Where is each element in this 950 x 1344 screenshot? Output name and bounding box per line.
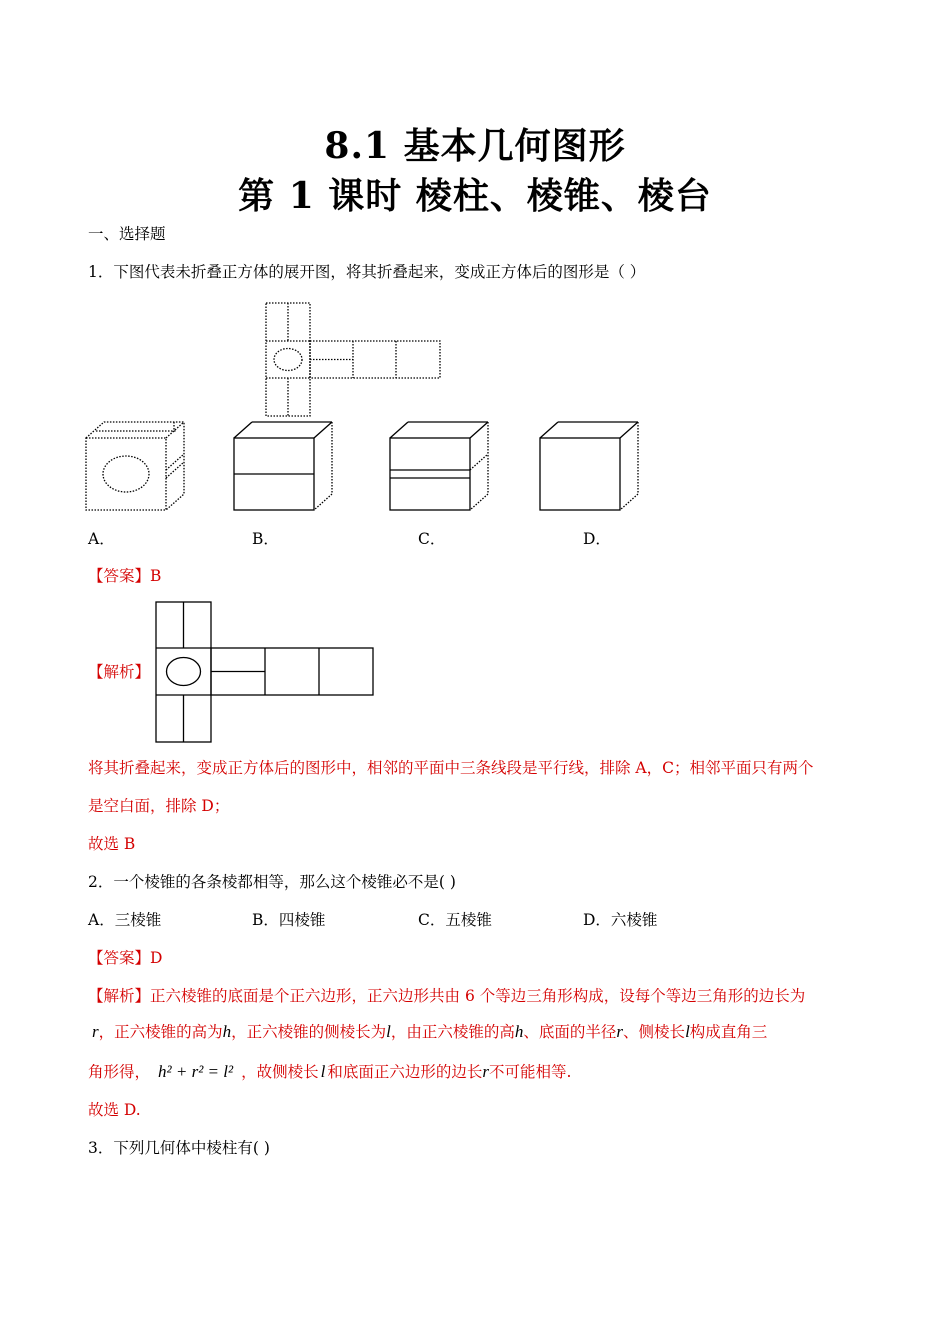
q3-stem: 3．下列几何体中棱柱有( ) — [88, 1139, 270, 1157]
q2-l2-text-2: ，正六棱锥的侧棱长为 — [231, 1023, 387, 1041]
q2-var-l-3: l — [320, 1062, 326, 1081]
q1-option-a: A． — [88, 530, 115, 548]
q2-l3-text-1: 角形得， — [88, 1063, 151, 1081]
q1-option-d: D． — [583, 530, 611, 548]
q1-option-a-figure — [84, 420, 188, 512]
q2-conclusion: 故选 D. — [88, 1101, 141, 1119]
q1-analysis-line-2: 是空白面，排除 D； — [88, 797, 230, 815]
section-heading: 一、选择题 — [88, 225, 166, 243]
q1-analysis-label: 【解析】 — [88, 663, 151, 681]
q2-analysis-text-1: 正六棱锥的底面是个正六边形，正六边形共由 6 个等边三角形构成，设每个等边三角形的边长为 — [150, 987, 806, 1005]
q2-var-h: h — [222, 1022, 232, 1041]
q2-analysis-label: 【解析】 — [88, 987, 151, 1005]
q2-answer-value: D — [150, 949, 163, 967]
q2-analysis-line-1 — [88, 986, 805, 1006]
q2-var-r-3: r — [482, 1062, 489, 1081]
q1-analysis-line-1: 将其折叠起来，变成正方体后的图形中，相邻的平面中三条线段是平行线，排除 A，C；相邻平面只有两个 — [88, 759, 814, 777]
q2-var-l-2: l — [685, 1022, 690, 1041]
q2-formula: h² + r² = l² — [158, 1062, 234, 1081]
q2-option-a: A．三棱锥 — [88, 911, 162, 929]
q2-stem: 2．一个棱锥的各条棱都相等，那么这个棱锥必不是( ) — [88, 873, 456, 891]
q1-net-figure — [264, 302, 444, 418]
q2-option-c: C．五棱锥 — [418, 911, 492, 929]
q2-analysis-line-2 — [92, 1022, 767, 1042]
q1-answer-value: B — [150, 567, 162, 585]
q2-var-h-2: h — [514, 1022, 524, 1041]
q2-var-l: l — [386, 1022, 391, 1041]
q2-option-b: B．四棱锥 — [252, 911, 326, 929]
q2-l3-text-2: ，故侧棱长 — [241, 1063, 319, 1081]
q2-l2-text-1: ，正六棱锥的高为 — [98, 1023, 223, 1041]
q2-l2-text-5: 、侧棱长 — [623, 1023, 686, 1041]
title-line-1: 8.1 基本几何图形 — [324, 125, 626, 167]
q1-conclusion: 故选 B — [88, 835, 136, 853]
q2-analysis-line-3 — [88, 1062, 571, 1082]
q1-option-c: C． — [418, 530, 446, 548]
q2-l3-text-4: 不可能相等. — [488, 1063, 572, 1081]
q2-l3-text-3: 和底面正六边形的边长 — [327, 1063, 483, 1081]
q2-var-r-2: r — [616, 1022, 624, 1041]
q1-answer — [88, 566, 161, 586]
q1-option-b-figure — [232, 420, 336, 512]
q2-l2-text-6: 构成直角三 — [689, 1023, 768, 1041]
q1-option-c-figure — [388, 420, 492, 512]
q2-l2-text-4: 、底面的半径 — [523, 1023, 617, 1041]
q1-answer-label: 【答案】 — [88, 567, 151, 585]
q2-l2-text-3: ，由正六棱锥的高 — [390, 1023, 515, 1041]
q2-answer-label: 【答案】 — [88, 949, 151, 967]
q1-option-d-figure — [538, 420, 642, 512]
q1-option-b: B． — [252, 530, 279, 548]
title-line-2: 第 1 课时 棱柱、棱锥、棱台 — [238, 175, 712, 217]
q2-option-d: D．六棱锥 — [583, 911, 658, 929]
q2-answer — [88, 948, 162, 968]
q1-stem: 1．下图代表未折叠正方体的展开图，将其折叠起来，变成正方体后的图形是（ ） — [88, 263, 646, 281]
q2-var-r: r — [92, 1022, 99, 1041]
q1-analysis-net-figure — [154, 600, 376, 746]
